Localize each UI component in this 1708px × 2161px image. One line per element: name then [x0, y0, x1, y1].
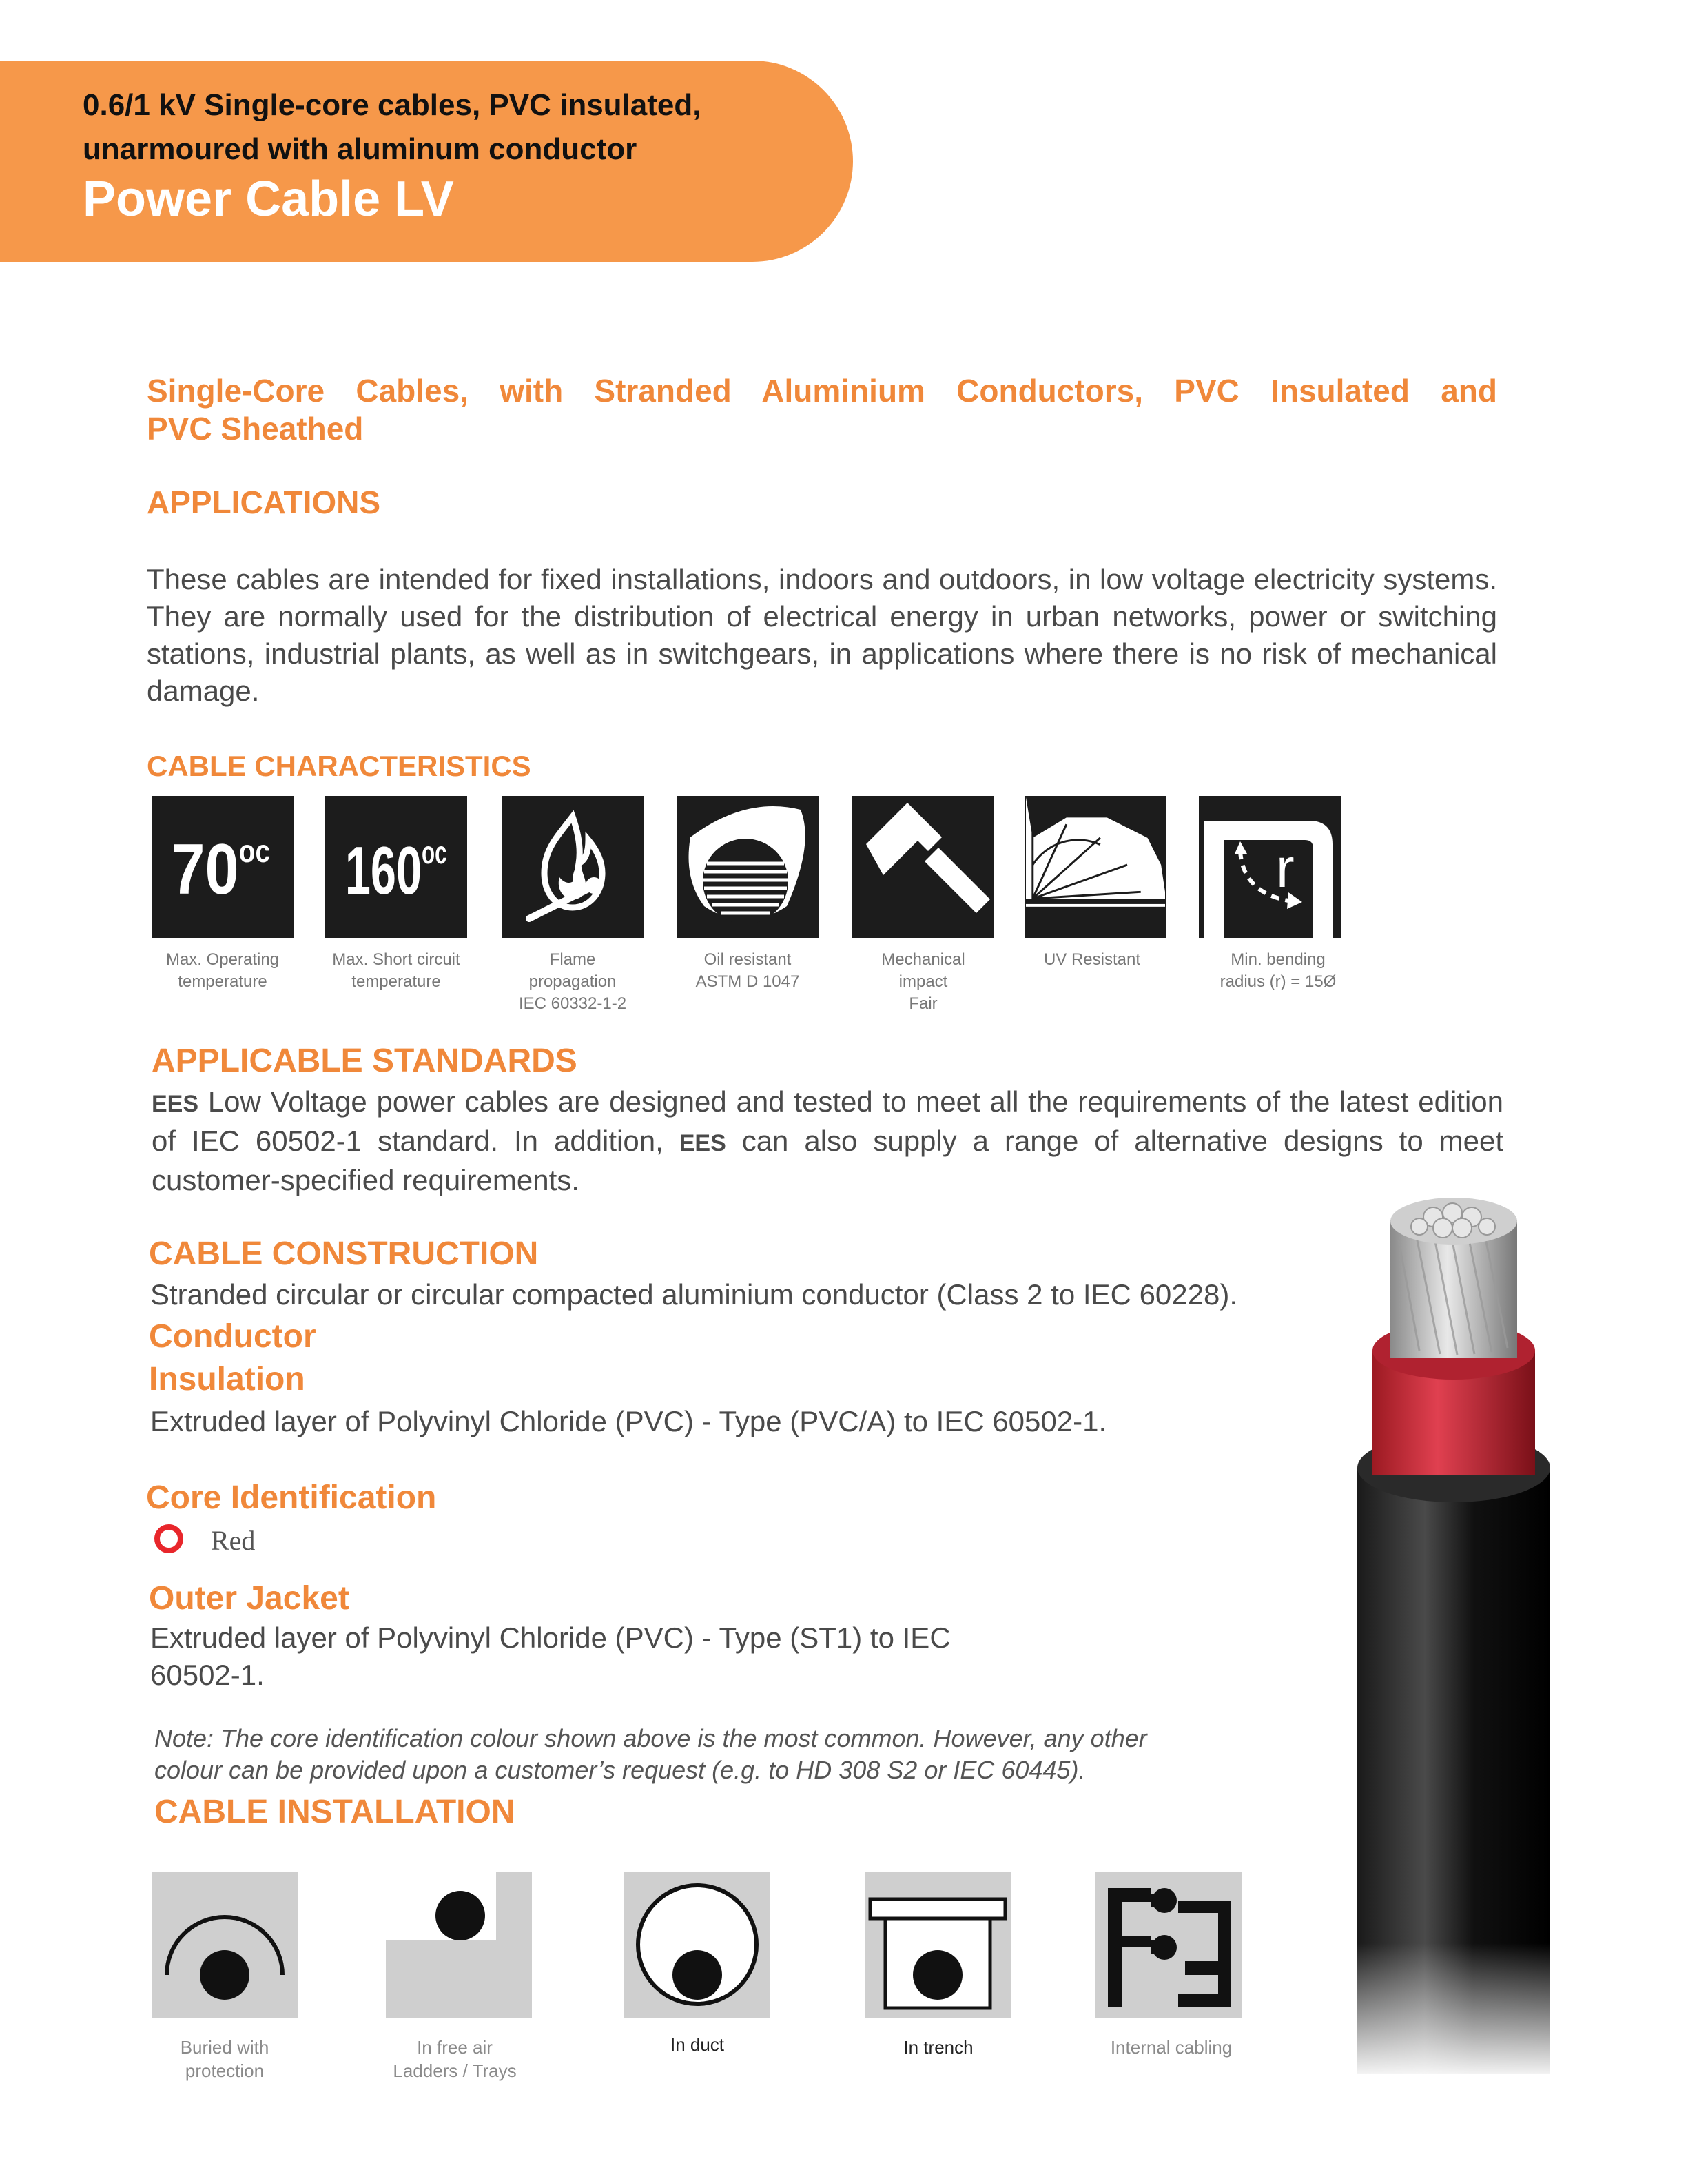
intro-heading-line1: Single-Core Cables, with Stranded Aluminium Conductors, PVC Insulated and [147, 373, 1497, 409]
note-text: Note: The core identification colour shown above is the most common. However, any other colour can be provided upon a customer’s request (e.g. to HD 308 S2 or IEC 60445). [154, 1724, 1147, 1784]
in-duct-icon [624, 1872, 770, 2018]
banner-subtitle-line1: 0.6/1 kV Single-core cables, PVC insulated, [83, 88, 701, 122]
banner-subtitle-line2: unarmoured with aluminum conductor [83, 132, 637, 166]
intro-heading [147, 372, 1497, 448]
banner-title: Power Cable LV [83, 172, 454, 227]
caption-in-trench: In trench [903, 2037, 974, 2058]
header-banner [0, 61, 853, 262]
svg-text:70oc: $70^{oc}$ [171, 830, 271, 910]
svg-text:r: r [1276, 837, 1295, 899]
brand-ees-2: EES [679, 1130, 726, 1156]
standards-heading: APPLICABLE STANDARDS [152, 1043, 577, 1079]
intro-heading-line2: PVC Sheathed [147, 411, 364, 447]
flame-icon [502, 796, 644, 938]
standards-text: EES Low Voltage power cables are designed and tested to meet all the requirements of the latest edition of IEC 60502-1 standard. In addition, EES can also supply a range of alternative designs to meet customer-specified requirements. [152, 1085, 1503, 1196]
160c-icon [325, 796, 467, 938]
insulation-text: Extruded layer of Polyvinyl Chloride (PVC) - Type (PVC/A) to IEC 60502-1. [150, 1405, 1107, 1437]
caption-flame-propagation: Flame propagation IEC 60332-1-2 [518, 950, 627, 1013]
internal-cabling-icon [1095, 1872, 1242, 2018]
characteristics-heading: CABLE CHARACTERISTICS [147, 750, 531, 782]
conductor-text: Stranded circular or circular compacted aluminium conductor (Class 2 to IEC 60228). [150, 1278, 1238, 1311]
outer-jacket-text: Extruded layer of Polyvinyl Chloride (PVC) - Type (ST1) to IEC 60502-1. [150, 1621, 951, 1691]
core-colour-label: Red [211, 1525, 256, 1556]
in-trench-icon [865, 1872, 1011, 2018]
bend-radius-icon [1199, 796, 1341, 938]
caption-uv-resistant: UV Resistant [1043, 950, 1141, 969]
70c-icon [152, 796, 294, 938]
svg-text:160oc: $160^{oc}$ [344, 832, 447, 909]
caption-internal-cabling: Internal cabling [1110, 2037, 1233, 2058]
caption-free-air-ladders: In free air Ladders / Trays [393, 2037, 517, 2081]
outer-jacket-heading: Outer Jacket [149, 1580, 349, 1617]
installation-heading: CABLE INSTALLATION [154, 1794, 515, 1830]
conductor-heading: Conductor [149, 1318, 316, 1355]
sun-icon [1025, 796, 1166, 938]
caption-min-bending-radius: Min. bending radius (r) = 15Ø [1220, 950, 1337, 991]
caption-oil-resistant: Oil resistant ASTM D 1047 [695, 950, 800, 991]
caption-max-operating-temp: Max. Operating temperature [165, 950, 280, 991]
caption-in-duct: In duct [670, 2034, 725, 2055]
caption-mechanical-impact: Mechanical impact Fair [881, 950, 965, 1013]
free-air-ladders-icon [386, 1872, 532, 2018]
applications-heading: APPLICATIONS [147, 484, 381, 520]
hammer-icon [852, 796, 994, 938]
caption-buried-with-protection: Buried with protection [180, 2037, 269, 2081]
buried-with-protection-icon [152, 1872, 298, 2018]
brand-ees: EES [152, 1091, 199, 1117]
construction-heading: CABLE CONSTRUCTION [149, 1236, 539, 1272]
core-identification-heading: Core Identification [146, 1479, 437, 1516]
caption-max-short-circuit-temp: Max. Short circuit temperature [332, 950, 460, 991]
oil-drop-icon [677, 796, 819, 938]
applications-text: These cables are intended for fixed installations, indoors and outdoors, in low voltage electricity systems. They are normally used for the distribution of electrical energy in urban networks, power or switching stations, industrial plants, as well as in switchgears, in applications where there is no risk of mechanical damage. [147, 563, 1497, 707]
cable-illustration [1309, 1185, 1598, 2081]
red-core-swatch [154, 1524, 183, 1553]
insulation-heading: Insulation [149, 1361, 305, 1397]
